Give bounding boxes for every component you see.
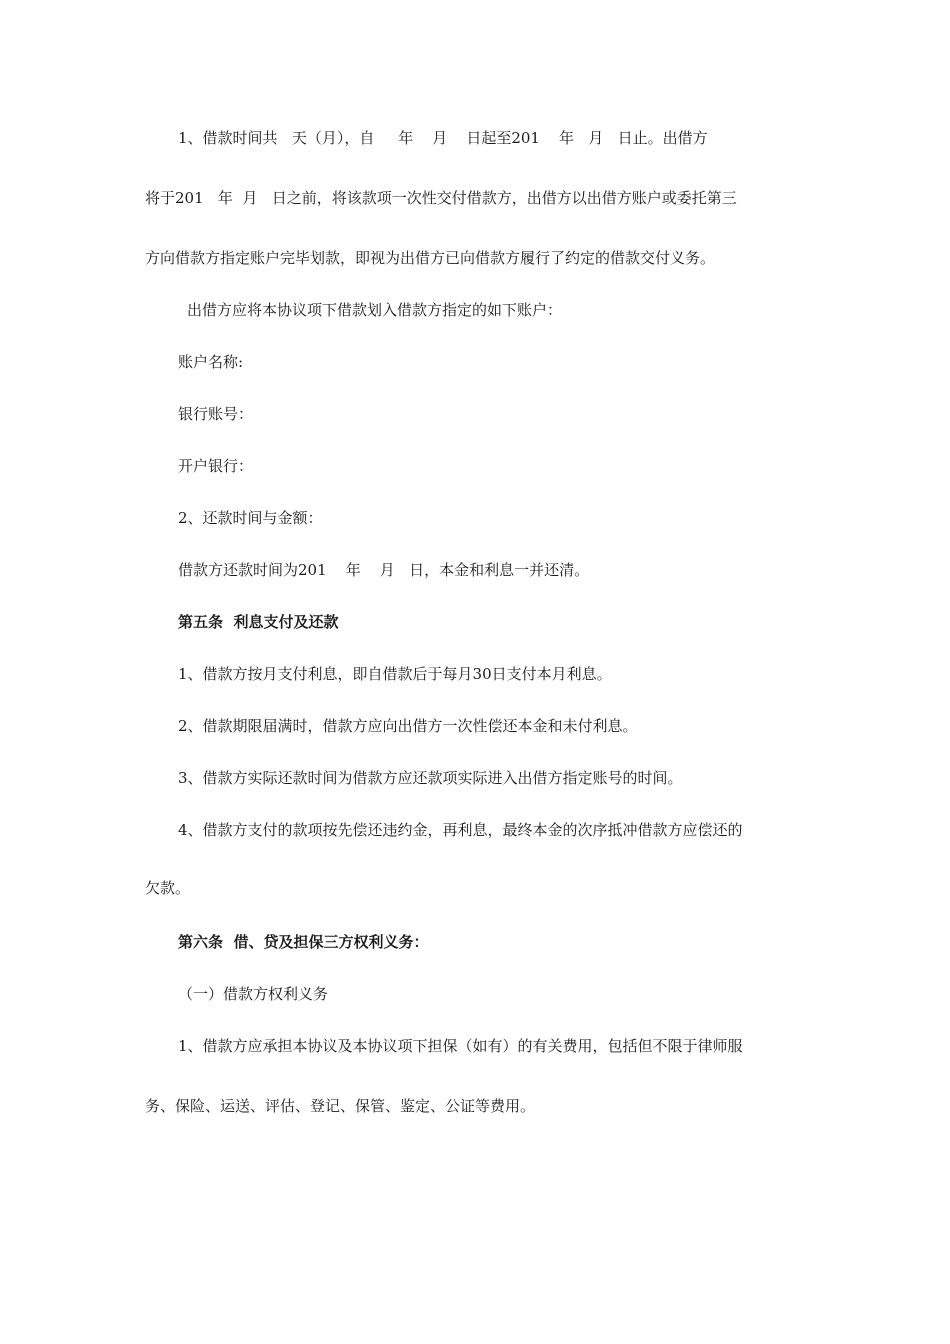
paragraph-article-6-item-1-line-1: 1、借款方应承担本协议及本协议项下担保（如有）的有关费用，包括但不限于律师服 <box>178 1037 743 1055</box>
paragraph-repayment-heading: 2、还款时间与金额： <box>178 509 323 527</box>
paragraph-article-5-item-3: 3、借款方实际还款时间为借款方应还款项实际进入出借方指定账号的时间。 <box>178 769 683 787</box>
paragraph-loan-term-line-3: 方向借款方指定账户完毕划款，即视为出借方已向借款方履行了约定的借款交付义务。 <box>145 249 716 267</box>
section-heading-article-6: 第六条 借、贷及担保三方权利义务： <box>178 933 429 951</box>
section-heading-article-5: 第五条 利息支付及还款 <box>178 613 339 631</box>
paragraph-loan-term-line-2: 将于201 年 月 日之前，将该款项一次性交付借款方，出借方以出借方账户或委托第三 <box>145 189 737 207</box>
paragraph-article-6-item-1-line-2: 务、保险、运送、评估、登记、保管、鉴定、公证等费用。 <box>145 1097 536 1115</box>
paragraph-loan-term-line-1: 1、借款时间共 天（月），自 年 月 日起至201 年 月 日止。出借方 <box>178 129 708 147</box>
paragraph-account-intro: 出借方应将本协议项下借款划入借款方指定的如下账户： <box>187 301 563 319</box>
field-opening-bank: 开户银行： <box>178 457 254 475</box>
paragraph-article-5-item-2: 2、借款期限届满时，借款方应向出借方一次性偿还本金和未付利息。 <box>178 717 638 735</box>
paragraph-article-5-item-4-line-2: 欠款。 <box>145 879 191 897</box>
paragraph-article-5-item-1: 1、借款方按月支付利息，即自借款后于每月30日支付本月利息。 <box>178 665 612 683</box>
subsection-borrower-rights: （一）借款方权利义务 <box>178 985 329 1003</box>
paragraph-article-5-item-4-line-1: 4、借款方支付的款项按先偿还违约金，再利息，最终本金的次序抵冲借款方应偿还的 <box>178 821 743 839</box>
field-bank-account: 银行账号： <box>178 405 254 423</box>
paragraph-repayment-time: 借款方还款时间为201 年 月 日，本金和利息一并还清。 <box>178 561 590 579</box>
field-account-name: 账户名称: <box>178 353 244 371</box>
